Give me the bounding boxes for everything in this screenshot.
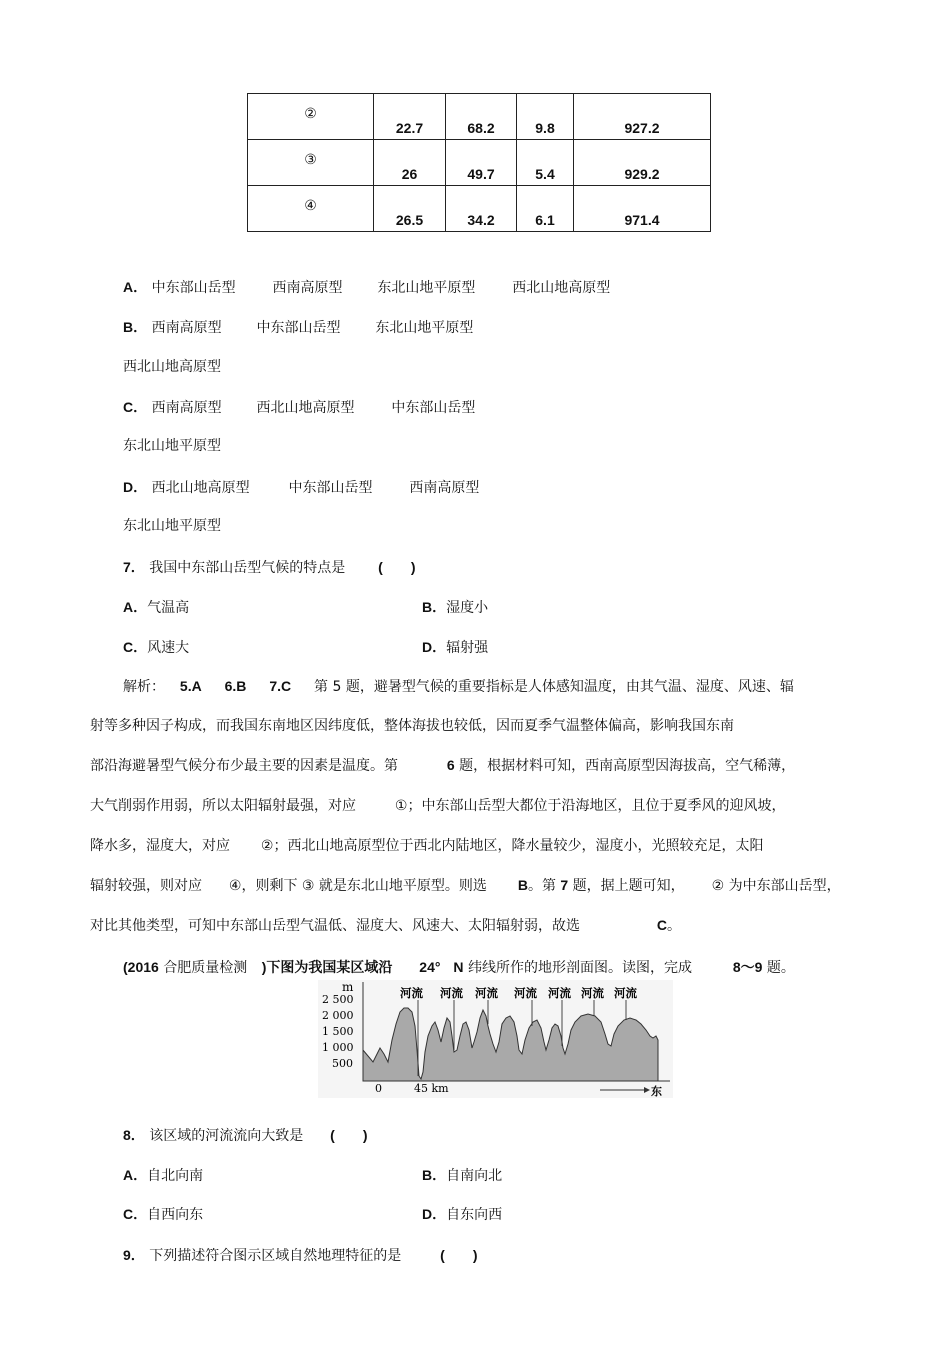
table-row xyxy=(248,94,711,140)
q7-option-a[interactable] xyxy=(123,597,189,617)
answer-blank: ( ) xyxy=(378,559,416,575)
q8-option-d[interactable] xyxy=(422,1204,502,1224)
question-stem: 该区域的河流流向大致是 xyxy=(149,1128,304,1144)
cell-value: 927.2 xyxy=(574,94,711,140)
option-letter: A． xyxy=(123,599,148,615)
q7-option-c[interactable] xyxy=(123,637,189,657)
question-stem: 下列描述符合图示区域自然地理特征的是 xyxy=(149,1248,402,1264)
analysis-text: 题，根据材料可知，西南高原型因海拔高，空气稀薄， xyxy=(459,758,796,774)
option-item: 西北山地高原型 xyxy=(151,480,250,496)
option-letter: D． xyxy=(422,639,447,655)
river-label: 河流 xyxy=(400,986,423,1000)
climate-data-table xyxy=(247,93,711,232)
intro-source: 合肥质量检测 xyxy=(163,960,248,976)
option-text: 自西向东 xyxy=(147,1207,204,1223)
answer-key: C xyxy=(656,917,668,933)
answer-blank: ( ) xyxy=(330,1127,368,1143)
cell-value: 5.4 xyxy=(517,140,574,186)
analysis-text: ② 为中东部山岳型， xyxy=(711,878,841,894)
analysis-text: 第 5 题，避暑型气候的重要指标是人体感知温度，由其气温、湿度、风速、辐 xyxy=(314,679,794,695)
analysis-text: 降水多，湿度大，对应 xyxy=(90,838,230,854)
analysis-text: ①；中东部山岳型大都位于沿海地区，且位于夏季风的迎风坡， xyxy=(394,798,786,814)
analysis-line-7 xyxy=(90,915,681,935)
question-intro xyxy=(123,957,795,977)
q6-option-c-wrap: 东北山地平原型 xyxy=(123,438,221,454)
option-text: 辐射强 xyxy=(446,640,489,656)
cell-value: 6.1 xyxy=(517,186,574,232)
q6-option-a[interactable] xyxy=(123,277,610,297)
answer-key: 6.B xyxy=(224,678,247,694)
q8-option-a[interactable] xyxy=(123,1165,203,1185)
q7-option-d[interactable] xyxy=(422,637,488,657)
option-letter: C． xyxy=(123,399,148,415)
table-row xyxy=(248,186,711,232)
cell-value: 26.5 xyxy=(374,186,446,232)
analysis-text: 部沿海避暑型气候分布少最主要的因素是温度。第 xyxy=(90,758,398,774)
river-label: 河流 xyxy=(548,986,571,1000)
question-stem: 我国中东部山岳型气候的特点是 xyxy=(149,560,346,576)
q7-option-b[interactable] xyxy=(422,597,488,617)
y-tick-label: 2 000 xyxy=(322,1009,354,1022)
option-item: 中东部山岳型 xyxy=(391,400,476,416)
option-letter: C． xyxy=(123,1206,148,1222)
intro-latitude: 24° xyxy=(419,959,441,975)
option-item: 中东部山岳型 xyxy=(151,280,236,296)
analysis-line-3 xyxy=(90,755,795,775)
cell-value: 971.4 xyxy=(574,186,711,232)
answer-blank: ( ) xyxy=(440,1247,478,1263)
answer-key: B xyxy=(517,877,528,893)
river-label: 河流 xyxy=(614,986,637,1000)
cell-value: 34.2 xyxy=(446,186,517,232)
analysis-line-6 xyxy=(90,875,841,895)
question-number: 8． xyxy=(123,1127,145,1143)
option-letter: C． xyxy=(123,639,148,655)
question-7 xyxy=(123,557,415,577)
option-letter: A． xyxy=(123,1167,148,1183)
analysis-text: 。第 xyxy=(527,878,556,894)
question-ref: 6 xyxy=(446,757,455,773)
q6-option-b-wrap: 西北山地高原型 xyxy=(123,359,221,375)
y-tick-label: 1 000 xyxy=(322,1041,354,1054)
option-item: 中东部山岳型 xyxy=(256,320,341,336)
river-label: 河流 xyxy=(581,986,604,1000)
option-text: 自北向南 xyxy=(147,1168,204,1184)
option-item: 西北山地高原型 xyxy=(512,280,611,296)
q6-option-d[interactable] xyxy=(123,477,479,497)
answer-key: 5.A xyxy=(179,678,202,694)
cell-value: 68.2 xyxy=(446,94,517,140)
analysis-text: 大气削弱作用弱，所以太阳辐射最强，对应 xyxy=(90,798,356,814)
option-item: 东北山地平原型 xyxy=(375,320,474,336)
table-row xyxy=(248,140,711,186)
q8-option-c[interactable] xyxy=(123,1204,203,1224)
x-tick-label: 0 xyxy=(375,1082,382,1095)
y-axis-label: m xyxy=(342,980,354,994)
analysis-line-1 xyxy=(123,676,794,696)
question-number: 9． xyxy=(123,1247,145,1263)
x-tick-label: 45 km xyxy=(414,1082,449,1095)
option-item: 西南高原型 xyxy=(151,400,222,416)
option-item: 西南高原型 xyxy=(151,320,222,336)
intro-hemisphere: N xyxy=(453,959,464,975)
analysis-line-2: 射等多种因子构成，而我国东南地区因纬度低，整体海拔也较低，因而夏季气温整体偏高，影响我国东南 xyxy=(90,718,734,734)
analysis-text: 辐射较强，则对应 xyxy=(90,878,202,894)
option-text: 自东向西 xyxy=(446,1207,503,1223)
cell-value: 9.8 xyxy=(517,94,574,140)
intro-text: 纬线所作的地形剖面图。读图，完成 xyxy=(467,960,692,976)
option-text: 湿度小 xyxy=(446,600,489,616)
row-label: ② xyxy=(248,94,374,140)
y-tick-label: 1 500 xyxy=(322,1025,354,1038)
cell-value: 26 xyxy=(374,140,446,186)
option-item: 东北山地平原型 xyxy=(377,280,476,296)
q6-option-c[interactable] xyxy=(123,397,475,417)
question-ref: 7 xyxy=(560,877,569,893)
y-tick-label: 500 xyxy=(332,1057,353,1070)
direction-label: 东 xyxy=(651,1085,662,1098)
river-label: 河流 xyxy=(475,986,498,1000)
question-9 xyxy=(123,1245,477,1265)
river-label: 河流 xyxy=(514,986,537,1000)
analysis-line-4 xyxy=(90,795,785,815)
option-item: 西北山地高原型 xyxy=(256,400,355,416)
option-item: 西南高原型 xyxy=(409,480,480,496)
q8-option-b[interactable] xyxy=(422,1165,502,1185)
q6-option-d-wrap: 东北山地平原型 xyxy=(123,518,221,534)
option-item: 中东部山岳型 xyxy=(288,480,373,496)
answer-key: 7.C xyxy=(269,678,292,694)
option-text: 气温高 xyxy=(147,600,190,616)
river-label: 河流 xyxy=(440,986,463,1000)
option-letter: D． xyxy=(422,1206,447,1222)
terrain-profile-chart xyxy=(318,980,673,1098)
y-tick-label: 2 500 xyxy=(322,993,354,1006)
option-text: 自南向北 xyxy=(446,1168,503,1184)
cell-value: 22.7 xyxy=(374,94,446,140)
cell-value: 929.2 xyxy=(574,140,711,186)
row-label: ④ xyxy=(248,186,374,232)
option-letter: B． xyxy=(123,319,148,335)
analysis-text: 。 xyxy=(667,918,682,934)
option-letter: A． xyxy=(123,279,148,295)
row-label: ③ xyxy=(248,140,374,186)
analysis-text: ②；西北山地高原型位于西北内陆地区，降水量较少，湿度小，光照较充足，太阳 xyxy=(260,838,764,854)
intro-text: 题。 xyxy=(766,960,795,976)
analysis-text: ④，则剩下 ③ 就是东北山地平原型。则选 xyxy=(228,878,487,894)
analysis-line-5 xyxy=(90,835,763,855)
intro-text: )下图为我国某区域沿 xyxy=(261,959,393,975)
analysis-label: 解析： xyxy=(123,679,165,695)
question-number: 7． xyxy=(123,559,145,575)
option-letter: B． xyxy=(422,599,447,615)
option-letter: B． xyxy=(422,1167,447,1183)
option-text: 风速大 xyxy=(147,640,190,656)
cell-value: 49.7 xyxy=(446,140,517,186)
intro-range: 8～9 xyxy=(732,959,763,975)
analysis-text: 题，据上题可知， xyxy=(572,878,685,894)
option-item: 西南高原型 xyxy=(272,280,343,296)
intro-year: (2016 xyxy=(123,959,159,975)
analysis-text: 对比其他类型，可知中东部山岳型气温低、湿度大、风速大、太阳辐射弱，故选 xyxy=(90,918,580,934)
option-letter: D． xyxy=(123,479,148,495)
question-8 xyxy=(123,1125,367,1145)
q6-option-b[interactable] xyxy=(123,317,473,337)
